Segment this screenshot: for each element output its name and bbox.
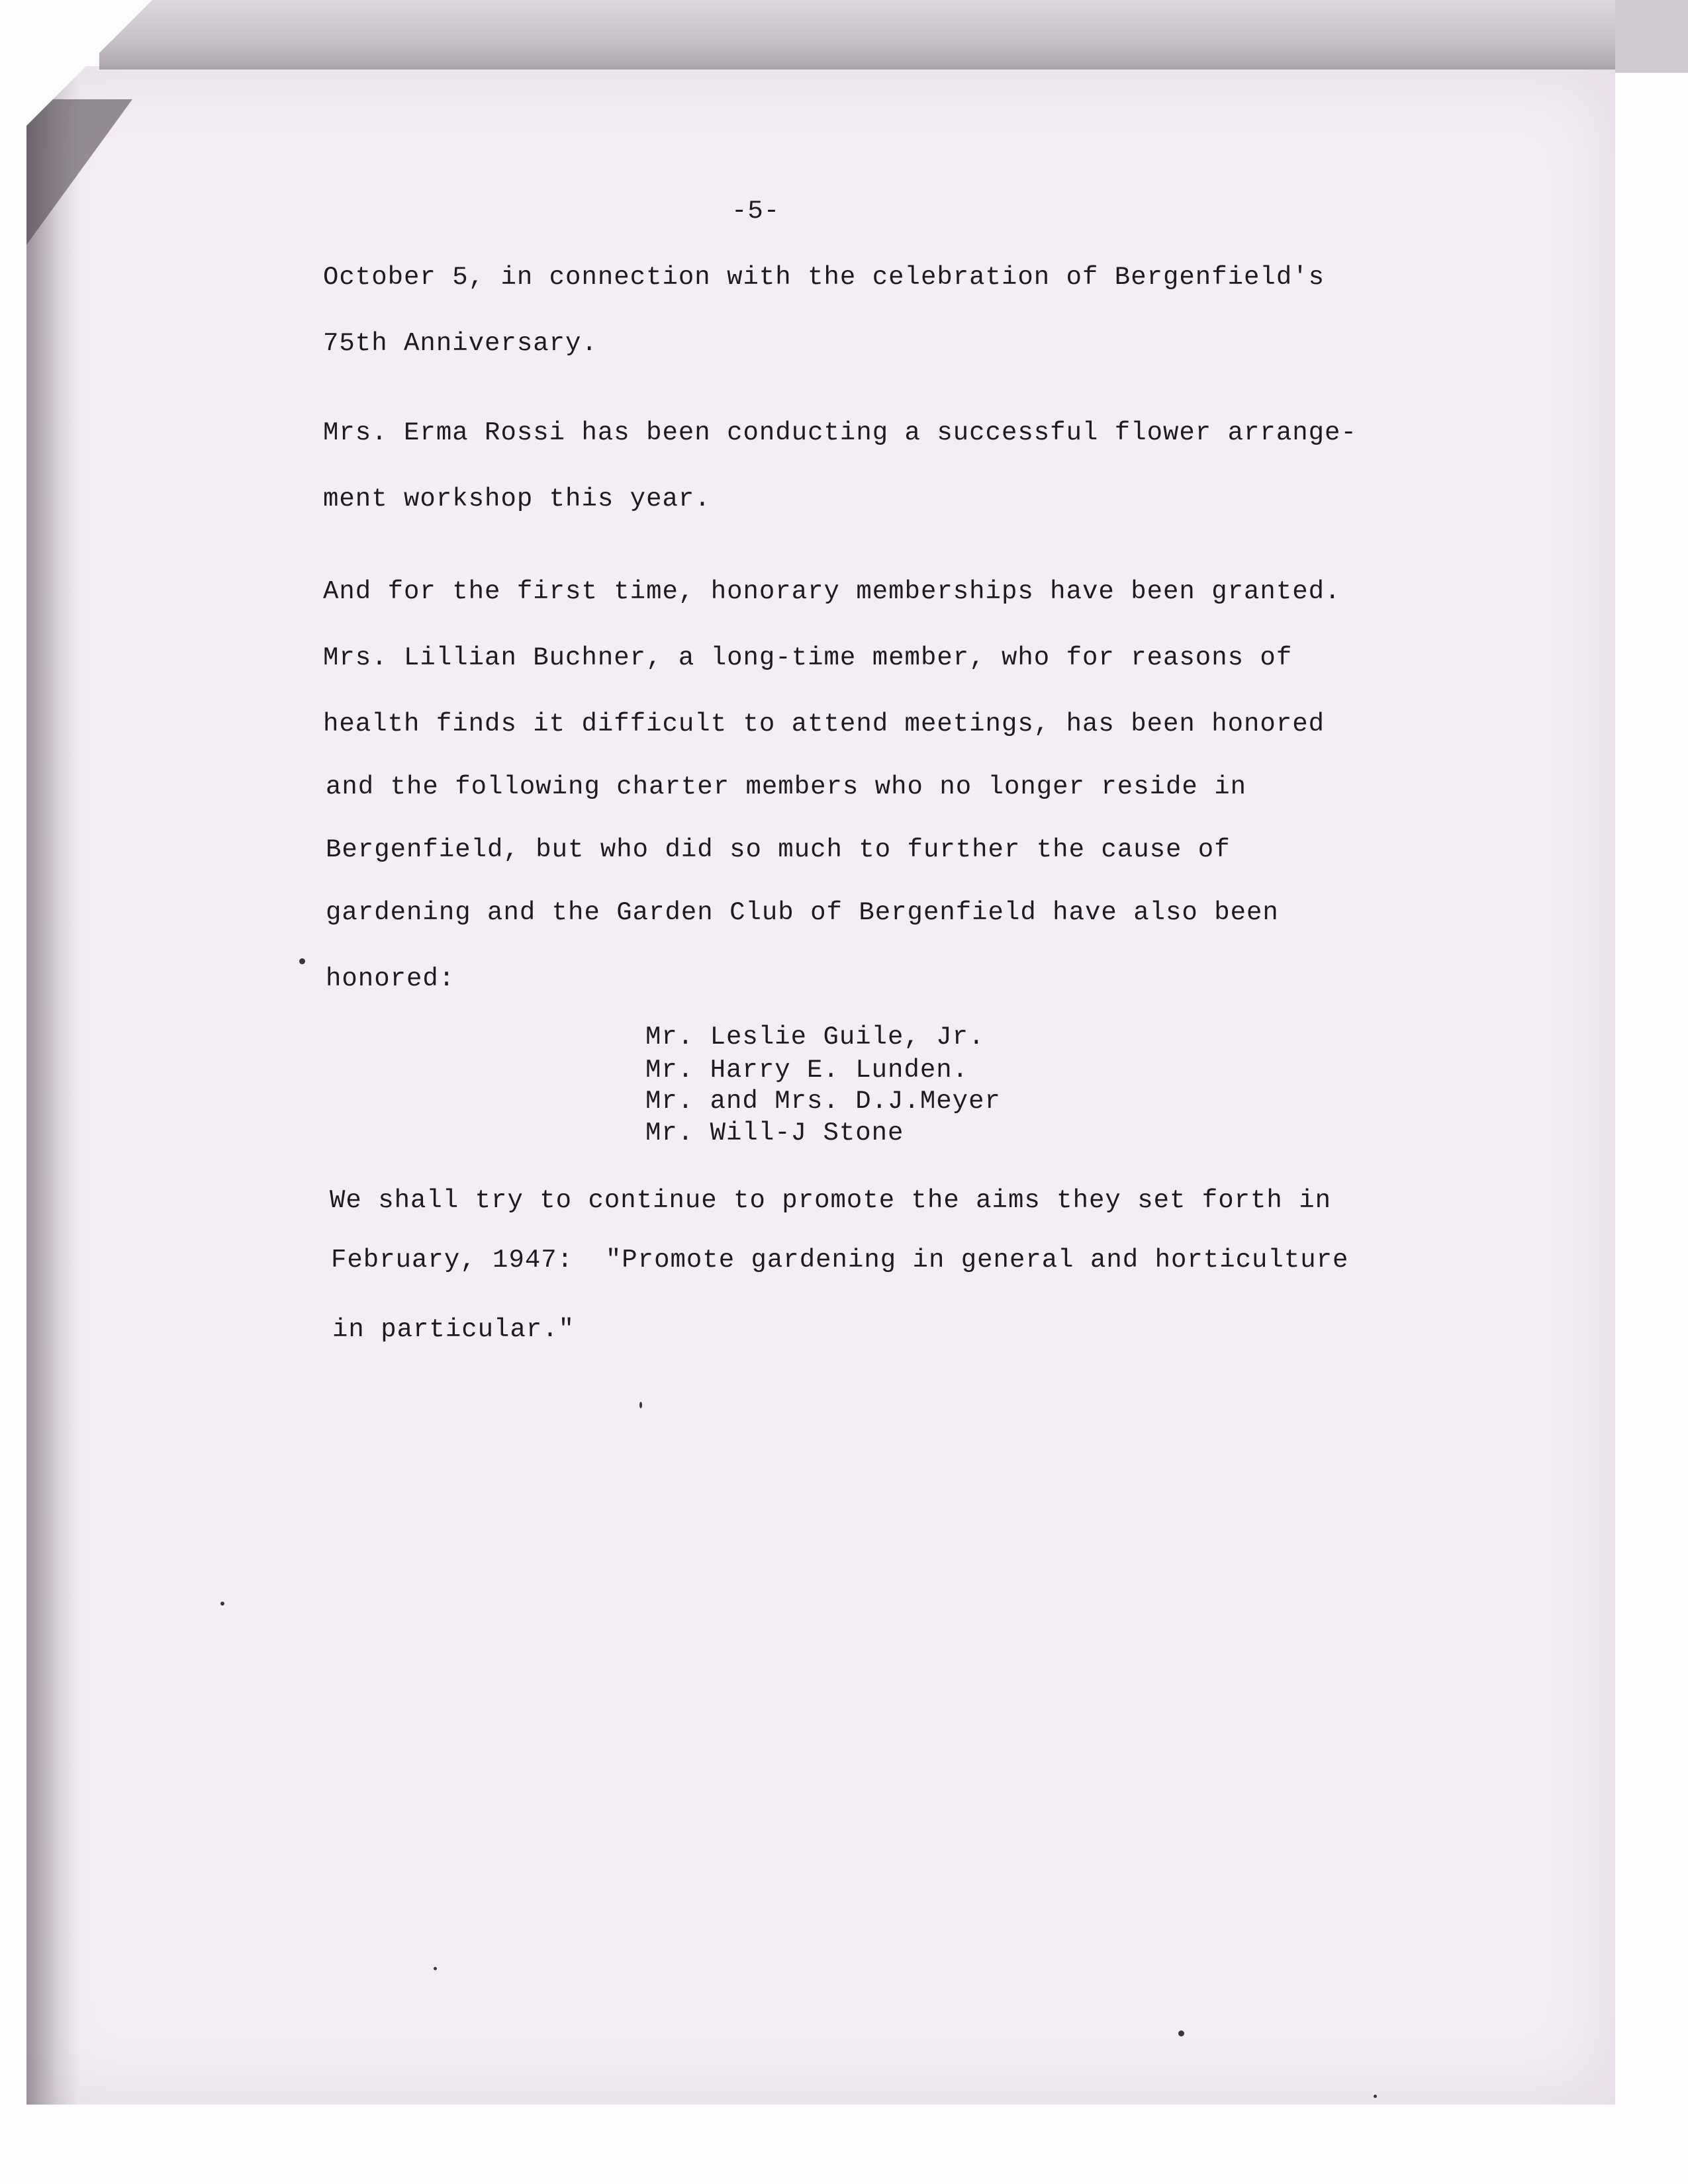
- body-line: October 5, in connection with the celebration of Bergenfield's: [323, 263, 1325, 292]
- body-line: honored:: [326, 964, 455, 993]
- closing-line: We shall try to continue to promote the aims they set forth in: [330, 1186, 1332, 1215]
- closing-line: in particular.": [332, 1315, 575, 1344]
- honoree-name: Mr. Leslie Guile, Jr.: [645, 1023, 985, 1052]
- scan-speck: [1374, 2095, 1377, 2098]
- body-line: ment workshop this year.: [323, 484, 711, 514]
- folded-corner: [0, 0, 152, 152]
- body-line: health finds it difficult to attend meetings, has been honored: [323, 709, 1325, 739]
- scan-shadow-top-right: [1615, 0, 1688, 73]
- honoree-name: Mr. Harry E. Lunden.: [645, 1056, 969, 1085]
- scan-speck: [434, 1967, 437, 1970]
- scan-shadow-top: [99, 0, 1622, 69]
- scan-bottom-margin: [0, 2105, 1688, 2184]
- scan-speck: [299, 958, 305, 964]
- body-line: gardening and the Garden Club of Bergenfield have also been: [326, 898, 1279, 927]
- scan-shadow-left: [26, 66, 79, 2105]
- scan-speck: [639, 1402, 642, 1408]
- body-line: 75th Anniversary.: [323, 329, 598, 358]
- body-line: Mrs. Lillian Buchner, a long-time member, who for reasons of: [323, 643, 1293, 672]
- honoree-name: Mr. and Mrs. D.J.Meyer: [645, 1087, 1001, 1116]
- paper-sheet: [26, 66, 1615, 2105]
- body-line: Bergenfield, but who did so much to further the cause of: [326, 835, 1231, 864]
- scan-speck: [220, 1602, 224, 1606]
- scan-speck: [1178, 2030, 1184, 2036]
- honoree-name: Mr. Will-J Stone: [645, 1118, 904, 1148]
- closing-line: February, 1947: "Promote gardening in general and horticulture: [331, 1246, 1349, 1275]
- body-line: And for the first time, honorary memberships have been granted.: [323, 577, 1341, 606]
- body-line: and the following charter members who no longer reside in: [326, 772, 1247, 801]
- body-line: Mrs. Erma Rossi has been conducting a successful flower arrange-: [323, 418, 1357, 447]
- page-number: -5-: [731, 197, 780, 226]
